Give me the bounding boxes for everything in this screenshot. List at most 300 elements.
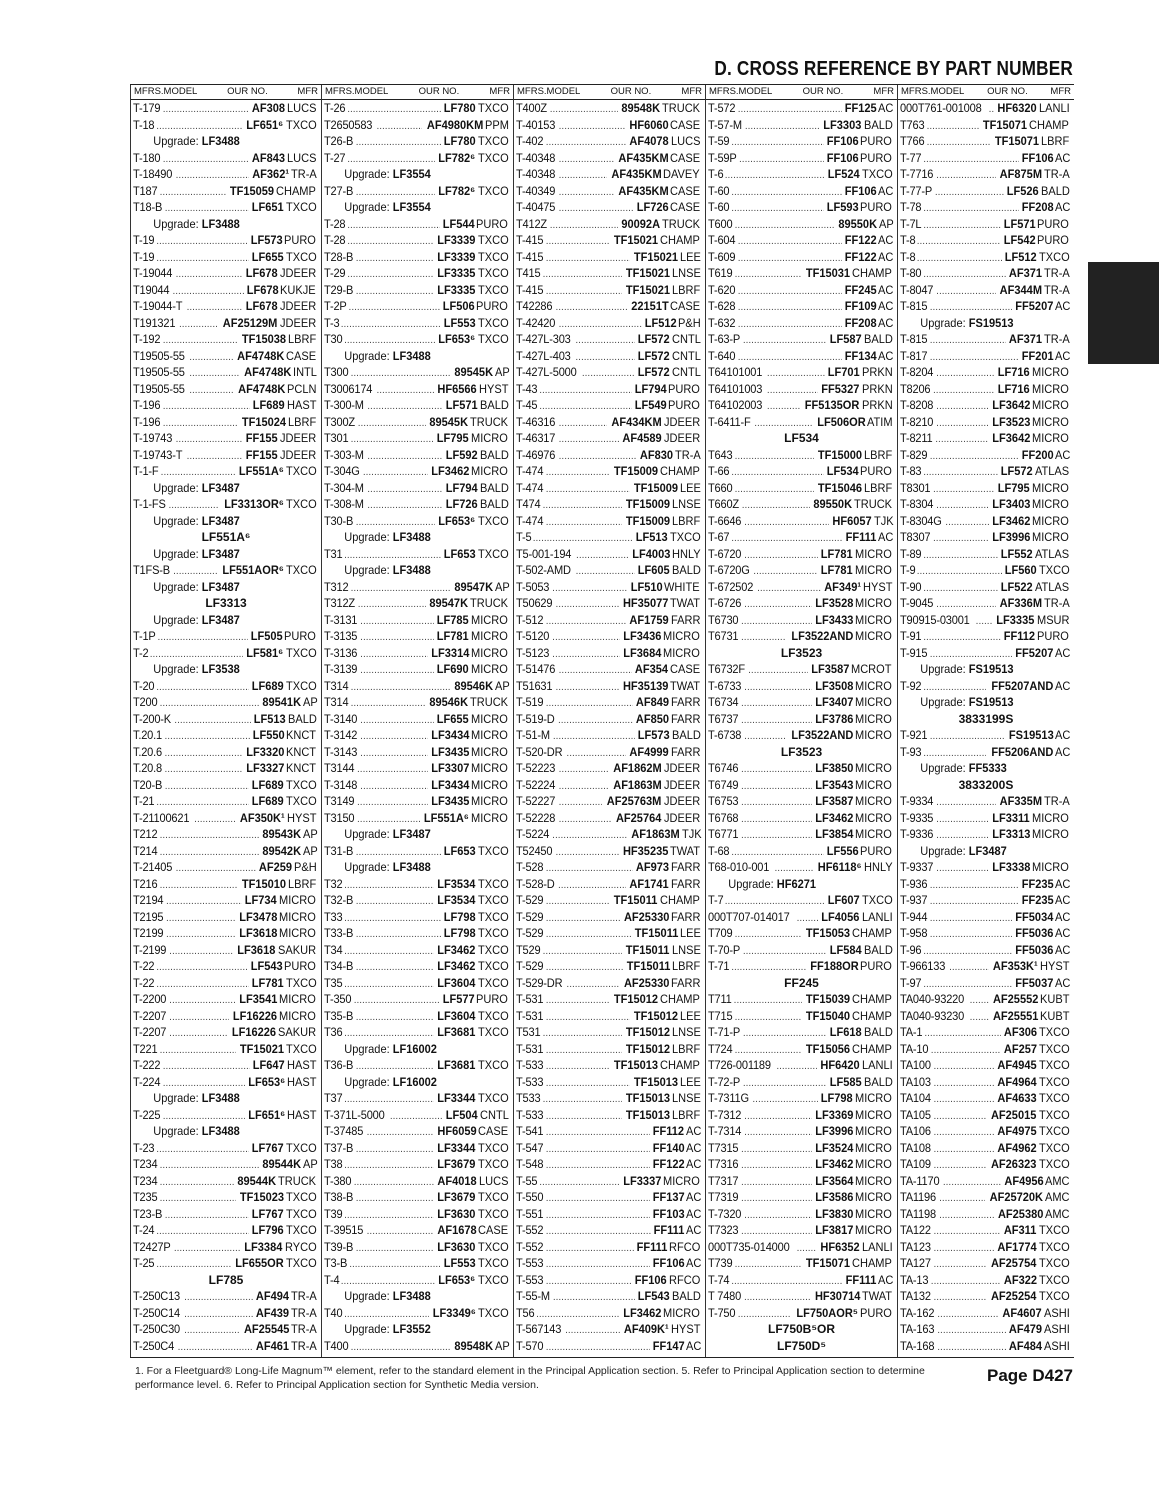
table-row bbox=[706, 859, 897, 876]
model-number: T-380 bbox=[324, 1173, 352, 1188]
our-part-number: LF689 bbox=[251, 678, 284, 693]
table-row bbox=[706, 117, 897, 134]
table-row bbox=[514, 1123, 705, 1140]
manufacturer: FARR bbox=[670, 612, 701, 627]
our-part-number: AF336M bbox=[999, 596, 1042, 610]
our-part-number: AF25720K bbox=[989, 1190, 1044, 1204]
model-number: T-43 bbox=[516, 381, 538, 396]
manufacturer: KUBT bbox=[1039, 1008, 1070, 1023]
model-number: T2650583 bbox=[324, 117, 373, 132]
model-number: T-19044 bbox=[133, 266, 173, 280]
model-number: T-93 bbox=[900, 744, 922, 759]
model-number: T-553 bbox=[516, 1272, 544, 1287]
alternate-part-row bbox=[706, 1321, 897, 1338]
manufacturer: P&H bbox=[678, 315, 702, 330]
our-part-number: AF4589 bbox=[622, 431, 662, 445]
model-number: T-52227 bbox=[516, 794, 556, 808]
table-row bbox=[898, 645, 1074, 662]
manufacturer: CHAMP bbox=[659, 992, 700, 1006]
model-number: T7315 bbox=[708, 1140, 739, 1155]
table-row bbox=[898, 117, 1074, 134]
model-number: T26-B bbox=[324, 134, 354, 148]
table-row bbox=[706, 826, 897, 843]
upgrade-part: LF3488 bbox=[201, 134, 240, 148]
model-number: T35-B bbox=[324, 1008, 354, 1023]
table-row bbox=[131, 265, 321, 282]
manufacturer: AC bbox=[1055, 299, 1071, 313]
table-row bbox=[514, 1255, 705, 1272]
table-row bbox=[898, 942, 1074, 959]
our-part-number: LF780 bbox=[443, 134, 476, 148]
manufacturer: LUCS bbox=[286, 101, 317, 115]
our-part-number: LF3630 bbox=[437, 1206, 476, 1221]
upgrade-part: FS19513 bbox=[968, 315, 1014, 330]
our-part-number: LF726 bbox=[445, 497, 478, 511]
model-number: T3149 bbox=[324, 794, 355, 808]
header-mfr: MFR bbox=[297, 86, 318, 97]
our-part-number: TF15021 bbox=[625, 266, 670, 280]
model-number: T42286 bbox=[516, 299, 553, 313]
manufacturer: MSUR bbox=[1036, 612, 1070, 627]
upgrade-part: LF3488 bbox=[392, 563, 431, 577]
our-part-number: HF6420 bbox=[820, 1058, 860, 1072]
manufacturer: PRKN bbox=[861, 398, 893, 412]
manufacturer: AC bbox=[686, 1190, 702, 1204]
table-row bbox=[514, 364, 705, 381]
manufacturer: PURO bbox=[668, 398, 701, 412]
model-number: T-7716 bbox=[900, 167, 934, 181]
header-mfr: MFR bbox=[1050, 86, 1071, 97]
table-row bbox=[514, 1305, 705, 1322]
table-row bbox=[514, 727, 705, 744]
our-part-number: LF506 bbox=[442, 299, 475, 313]
table-row bbox=[706, 199, 897, 216]
table-row bbox=[322, 1123, 513, 1140]
cross-reference-table bbox=[130, 84, 1074, 1358]
our-part-number: FF112 bbox=[653, 1124, 685, 1138]
model-number: T415 bbox=[516, 266, 541, 280]
our-part-number: LF542 bbox=[1003, 233, 1036, 247]
manufacturer: TXCO bbox=[477, 1058, 509, 1072]
manufacturer: CASE bbox=[670, 117, 701, 132]
our-part-number: LF585 bbox=[829, 1074, 862, 1089]
model-number: TA-13 bbox=[900, 1272, 929, 1287]
model-number: T-6726 bbox=[708, 596, 742, 610]
table-row bbox=[514, 744, 705, 761]
our-part-number: HF6320 bbox=[997, 101, 1037, 115]
model-number: T-91 bbox=[900, 629, 922, 643]
manufacturer: INTL bbox=[292, 365, 317, 379]
our-part-number: LF3344 bbox=[437, 1140, 476, 1155]
model-number: T715 bbox=[708, 1008, 733, 1023]
table-row bbox=[514, 975, 705, 992]
our-part-number: TF15011 bbox=[626, 942, 670, 957]
manufacturer: AC bbox=[686, 1157, 702, 1171]
upgrade-part: HF6271 bbox=[776, 876, 817, 891]
table-row bbox=[706, 133, 897, 150]
our-part-number: AF849 bbox=[635, 695, 669, 709]
our-part-number: LF551AOR⁶ bbox=[222, 563, 284, 577]
model-number: T-55 bbox=[516, 1173, 538, 1188]
dot-leader bbox=[937, 1340, 1006, 1357]
manufacturer: BALD bbox=[671, 563, 701, 577]
our-part-number: AF344M bbox=[999, 282, 1042, 297]
table-row bbox=[706, 1206, 897, 1223]
our-part-number: FF188OR bbox=[809, 959, 859, 973]
model-number: T-5224 bbox=[516, 827, 550, 841]
model-number: T52450 bbox=[516, 843, 553, 858]
model-number: T-3140 bbox=[324, 711, 358, 726]
manufacturer: TWAT bbox=[670, 843, 701, 858]
manufacturer: LEE bbox=[680, 249, 702, 264]
manufacturer: PURO bbox=[284, 959, 317, 973]
table-row bbox=[131, 1305, 321, 1322]
our-part-number: LF3307 bbox=[430, 761, 469, 775]
upgrade-label: Upgrade: bbox=[920, 843, 966, 858]
our-part-number: FF106 bbox=[844, 183, 877, 198]
manufacturer: TR-A bbox=[1044, 332, 1070, 346]
our-part-number: LF653⁶ bbox=[247, 1074, 285, 1089]
our-part-number: LF796 bbox=[251, 1223, 284, 1237]
table-row bbox=[514, 480, 705, 497]
manufacturer: JDEER bbox=[663, 810, 700, 825]
our-part-number: LF716 bbox=[998, 365, 1030, 379]
our-part-number: LF3679 bbox=[437, 1157, 476, 1171]
model-number: T-640 bbox=[708, 348, 736, 363]
alternate-part: LF750D⁵ bbox=[777, 1338, 826, 1353]
table-row bbox=[514, 760, 705, 777]
table-row bbox=[131, 282, 321, 299]
our-part-number: LF3642 bbox=[991, 431, 1030, 445]
our-part-number: LF605 bbox=[637, 563, 670, 577]
manufacturer: TR-A bbox=[1044, 596, 1070, 610]
model-number: T-3139 bbox=[324, 662, 358, 676]
our-part-number: 89544K bbox=[236, 1173, 276, 1188]
manufacturer: MICRO bbox=[1032, 530, 1069, 544]
model-number: T300 bbox=[324, 365, 349, 379]
alternate-part-row bbox=[131, 529, 321, 546]
manufacturer: TXCO bbox=[477, 101, 509, 115]
manufacturer: TXCO bbox=[477, 975, 509, 990]
alternate-part-row bbox=[706, 645, 897, 662]
table-row bbox=[514, 942, 705, 959]
table-row bbox=[706, 463, 897, 480]
model-number: T-29 bbox=[324, 266, 346, 280]
manufacturer: TXCO bbox=[1038, 563, 1070, 577]
table-row bbox=[706, 100, 897, 117]
table-row bbox=[322, 513, 513, 530]
model-number: T-531 bbox=[516, 1008, 544, 1023]
manufacturer: TXCO bbox=[285, 1223, 317, 1237]
upgrade-label: Upgrade: bbox=[920, 761, 966, 775]
upgrade-row bbox=[706, 876, 897, 893]
table-row bbox=[514, 447, 705, 464]
upgrade-part: LF3488 bbox=[392, 860, 431, 874]
alternate-part-row bbox=[706, 975, 897, 992]
table-row bbox=[706, 315, 897, 332]
manufacturer: TR-A bbox=[1044, 266, 1070, 280]
alternate-part: 3833200S bbox=[958, 777, 1014, 792]
manufacturer: TXCO bbox=[477, 1256, 509, 1270]
our-part-number: FF5206AND bbox=[991, 744, 1054, 759]
model-number: T28-B bbox=[324, 249, 354, 264]
manufacturer: MICRO bbox=[855, 711, 892, 726]
upgrade-row bbox=[322, 1041, 513, 1058]
table-row bbox=[706, 1057, 897, 1074]
manufacturer: RFCO bbox=[669, 1272, 701, 1287]
manufacturer: LUCS bbox=[286, 150, 317, 165]
table-row bbox=[706, 298, 897, 315]
table-row bbox=[322, 1173, 513, 1190]
table-row bbox=[514, 546, 705, 563]
our-part-number: LF781 bbox=[821, 563, 853, 577]
model-number: TA132 bbox=[900, 1289, 931, 1303]
table-row bbox=[514, 562, 705, 579]
our-part-number: LF750AOR⁵ bbox=[796, 1305, 859, 1320]
table-row bbox=[131, 991, 321, 1008]
manufacturer: MICRO bbox=[663, 1173, 700, 1188]
upgrade-row bbox=[898, 760, 1074, 777]
table-row bbox=[706, 1288, 897, 1305]
manufacturer: TRUCK bbox=[661, 216, 700, 231]
model-number: T529 bbox=[516, 942, 541, 957]
our-part-number: AF439 bbox=[255, 1305, 289, 1320]
model-number: T-529 bbox=[516, 926, 544, 940]
manufacturer: MICRO bbox=[1032, 497, 1069, 511]
header-model: MFRS.MODEL bbox=[325, 86, 389, 97]
table-row bbox=[514, 645, 705, 662]
table-row bbox=[514, 1156, 705, 1173]
upgrade-part: LF3488 bbox=[392, 530, 431, 544]
manufacturer: TRUCK bbox=[469, 596, 508, 610]
table-row bbox=[898, 381, 1074, 398]
table-row bbox=[514, 331, 705, 348]
table-row bbox=[322, 1057, 513, 1074]
our-part-number: LF3403 bbox=[991, 497, 1030, 511]
our-part-number: LF504 bbox=[445, 1107, 478, 1122]
our-part-number: FS19513 bbox=[1008, 728, 1054, 742]
manufacturer: CHAMP bbox=[659, 464, 700, 478]
our-part-number: LF655 bbox=[437, 711, 469, 726]
table-row bbox=[131, 744, 321, 761]
manufacturer: TXCO bbox=[861, 893, 893, 907]
our-part-number: LF522 bbox=[1000, 579, 1033, 594]
our-part-number: LF543 bbox=[637, 1289, 670, 1303]
manufacturer: JDEER bbox=[663, 414, 700, 429]
manufacturer: TXCO bbox=[285, 1140, 317, 1155]
manufacturer: MICRO bbox=[663, 1305, 700, 1320]
manufacturer: TXCO bbox=[285, 1041, 317, 1056]
table-row bbox=[898, 1255, 1074, 1272]
table-row bbox=[514, 496, 705, 513]
model-number: T37-B bbox=[324, 1140, 354, 1155]
model-number: T7323 bbox=[708, 1223, 739, 1237]
table-row bbox=[706, 1090, 897, 1107]
table-row bbox=[898, 513, 1074, 530]
manufacturer: AC bbox=[878, 233, 894, 247]
table-row bbox=[322, 117, 513, 134]
upgrade-label: Upgrade: bbox=[920, 315, 966, 330]
our-part-number: AF308 bbox=[251, 101, 285, 115]
manufacturer: MICRO bbox=[1032, 414, 1069, 429]
our-part-number: TF15071 bbox=[805, 1256, 850, 1270]
upgrade-part: LF16002 bbox=[392, 1074, 437, 1089]
table-row bbox=[514, 1173, 705, 1190]
manufacturer: BALD bbox=[1040, 183, 1070, 198]
model-number: T312 bbox=[324, 579, 349, 594]
our-part-number: FF5135OR bbox=[805, 398, 860, 412]
model-number: T216 bbox=[133, 876, 158, 891]
our-part-number: TF15021 bbox=[239, 1041, 284, 1056]
model-number: T-22 bbox=[133, 975, 155, 990]
manufacturer: PURO bbox=[668, 381, 701, 396]
upgrade-row bbox=[131, 661, 321, 678]
our-part-number: AF1863M bbox=[613, 777, 662, 792]
manufacturer: LEE bbox=[680, 926, 702, 940]
manufacturer: TXCO bbox=[1038, 1107, 1070, 1122]
our-part-number: AF25764 bbox=[616, 810, 662, 825]
manufacturer: AP bbox=[494, 678, 510, 693]
manufacturer: MICRO bbox=[855, 1173, 892, 1188]
model-number: T474 bbox=[516, 497, 541, 511]
model-number: T-4 bbox=[324, 1272, 340, 1287]
our-part-number: FF5036 bbox=[1015, 926, 1054, 940]
model-number: T400Z bbox=[516, 101, 547, 115]
manufacturer: TRUCK bbox=[277, 1173, 316, 1188]
table-row bbox=[898, 166, 1074, 183]
our-part-number: TF15013 bbox=[634, 1074, 679, 1089]
upgrade-part: LF3487 bbox=[201, 579, 240, 594]
table-row bbox=[514, 1057, 705, 1074]
model-number: T-628 bbox=[708, 299, 736, 313]
model-number: T-529 bbox=[516, 909, 544, 924]
table-row bbox=[131, 1321, 321, 1338]
table-row bbox=[514, 430, 705, 447]
model-number: T27-B bbox=[324, 183, 354, 198]
our-part-number: LF550 bbox=[252, 728, 285, 742]
model-number: T-78 bbox=[900, 200, 922, 214]
manufacturer: MICRO bbox=[855, 777, 892, 792]
manufacturer: AC bbox=[878, 282, 894, 297]
manufacturer: MICRO bbox=[1032, 365, 1069, 379]
table-row bbox=[898, 480, 1074, 497]
manufacturer: CASE bbox=[286, 348, 317, 363]
table-row bbox=[131, 892, 321, 909]
manufacturer: MICRO bbox=[663, 629, 700, 643]
manufacturer: CNTL bbox=[671, 348, 701, 363]
model-number: T-19 bbox=[133, 233, 155, 247]
our-part-number: AF25552 bbox=[992, 992, 1038, 1006]
table-column bbox=[706, 85, 898, 1357]
our-part-number: AF4999 bbox=[629, 744, 669, 759]
model-number: T-71-P bbox=[708, 1025, 741, 1039]
model-number: T-27 bbox=[324, 150, 346, 165]
model-number: T187 bbox=[133, 183, 158, 198]
model-number: T-620 bbox=[708, 282, 736, 297]
table-row bbox=[131, 100, 321, 117]
model-number: T6734 bbox=[708, 695, 739, 709]
our-part-number: LF3681 bbox=[437, 1058, 476, 1072]
table-row bbox=[898, 628, 1074, 645]
manufacturer: TXCO bbox=[861, 167, 893, 181]
table-row bbox=[322, 381, 513, 398]
our-part-number: TF15000 bbox=[818, 447, 863, 462]
table-row bbox=[706, 579, 897, 596]
manufacturer: AC bbox=[878, 101, 894, 115]
model-number: T-9337 bbox=[900, 860, 934, 874]
manufacturer: CHAMP bbox=[1028, 117, 1069, 132]
manufacturer: MICRO bbox=[279, 992, 316, 1006]
manufacturer: TWAT bbox=[670, 678, 701, 693]
manufacturer: AC bbox=[686, 1338, 702, 1353]
our-part-number: AF25551 bbox=[992, 1008, 1038, 1023]
our-part-number: TF15056 bbox=[805, 1041, 850, 1056]
manufacturer: P&H bbox=[294, 860, 318, 874]
table-row bbox=[898, 1239, 1074, 1256]
table-row bbox=[322, 364, 513, 381]
table-row bbox=[322, 1107, 513, 1124]
model-number: T-51476 bbox=[516, 662, 556, 676]
manufacturer: HYST bbox=[862, 579, 893, 594]
our-part-number: LF524 bbox=[827, 167, 860, 181]
manufacturer: TRUCK bbox=[661, 101, 700, 115]
upgrade-row bbox=[131, 1090, 321, 1107]
table-row bbox=[514, 579, 705, 596]
model-number: T212 bbox=[133, 827, 158, 841]
model-number: T234 bbox=[133, 1157, 158, 1171]
table-row bbox=[131, 463, 321, 480]
manufacturer: TRUCK bbox=[469, 414, 508, 429]
our-part-number: LF781 bbox=[821, 546, 853, 561]
our-part-number: LF3320 bbox=[246, 744, 285, 759]
our-part-number: LF577 bbox=[442, 992, 475, 1006]
model-number: T-21100621 bbox=[133, 810, 190, 825]
table-row bbox=[898, 562, 1074, 579]
header-ourno: OUR NO. bbox=[418, 86, 460, 97]
model-number: T-304-M bbox=[324, 480, 364, 495]
model-number: T3006174 bbox=[324, 381, 373, 396]
our-part-number: LF3434 bbox=[430, 728, 469, 742]
table-row bbox=[898, 810, 1074, 827]
model-number: T-550 bbox=[516, 1190, 544, 1204]
model-number: T-9045 bbox=[900, 596, 934, 610]
manufacturer: TXCO bbox=[1038, 1140, 1070, 1155]
our-part-number: TF15013 bbox=[613, 1058, 658, 1072]
model-number: T-921 bbox=[900, 728, 928, 742]
our-part-number: AF479 bbox=[1008, 1322, 1042, 1336]
our-part-number: LF4056 bbox=[821, 909, 860, 924]
table-row bbox=[898, 1173, 1074, 1190]
upgrade-label: Upgrade: bbox=[344, 1074, 390, 1089]
manufacturer: TXCO bbox=[285, 1190, 317, 1204]
our-part-number: LF3522AND bbox=[791, 728, 853, 742]
manufacturer: AP bbox=[494, 365, 510, 379]
upgrade-label: Upgrade: bbox=[153, 513, 199, 528]
our-part-number: HF30714 bbox=[814, 1289, 861, 1303]
table-row bbox=[706, 843, 897, 860]
our-part-number: TF15013 bbox=[625, 1091, 670, 1105]
model-number: T-572 bbox=[708, 101, 736, 115]
manufacturer: MICRO bbox=[1032, 513, 1069, 528]
our-part-number: LF651⁶ bbox=[247, 1107, 285, 1122]
manufacturer: MICRO bbox=[1032, 810, 1069, 825]
manufacturer: MICRO bbox=[279, 926, 316, 940]
our-part-number: FF155 bbox=[245, 447, 278, 462]
model-number: T-8 bbox=[900, 249, 916, 264]
header-mfr: MFR bbox=[489, 86, 510, 97]
footnotes: 1. For a Fleetguard® Long-Life Magnum™ element, refer to the standard element in the Principal Application section. 5. Refer to Principal Application section to determine performance level. 6. Refer to Principal Application section for Synthetic Media version. bbox=[135, 1365, 925, 1391]
table-row bbox=[514, 678, 705, 695]
